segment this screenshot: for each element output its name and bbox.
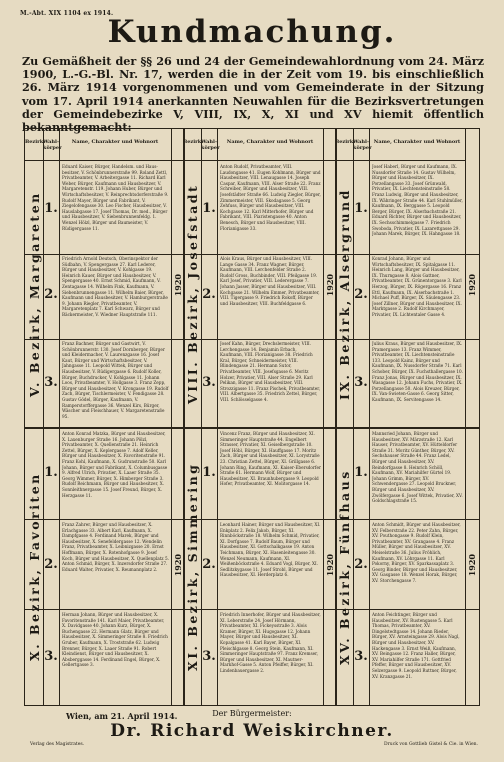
group-number: 2. [202, 557, 216, 572]
candidate-list: Anton Schmidt, Bürger und Hausbesitzer, XV. Felberstraße 22. Peter Zahn, Bürger, XV. Pouthongasse 9. Rudolf Klein, Privatbeamter, XV. Grangasse 4. Franz Müller, Bürger und Hausbesitzer, XV. Meiselstraße 36. Julius Fröhlich, Kaufmann, XV. Löhrgasse 11. Karl Pokorny, Bürger, XV. Sparkassaplatz 3. Georg Binder, Bürger und Hausbesitzer, XV. Gasgasse 18. Wenzel Horak, Bürger, XV. Storchengasse 7. [372, 522, 461, 583]
group-divider [25, 609, 479, 610]
header-year-col [171, 129, 183, 161]
column-divider [369, 129, 370, 705]
header-name: Name, Charakter und Wohnort [59, 129, 171, 161]
group-divider [25, 519, 479, 520]
group-number: 2. [44, 287, 58, 302]
header-wahlkoerper: Wahl-körper [43, 129, 59, 161]
term-year: 1920 [325, 274, 335, 297]
column-divider [217, 129, 218, 705]
district-ix-label: IX. Bezirk, Alsergrund [337, 188, 352, 400]
term-year: 1920 [173, 274, 183, 297]
column-divider [59, 129, 60, 705]
district-xv-label: XV. Bezirk, Fünfhaus [337, 469, 352, 665]
group-number: 1. [44, 201, 58, 216]
term-year: 1920 [467, 554, 477, 577]
candidate-list: Alois Kraus, Bürger und Hausbesitzer, VIII. Lange Gasse 34. Franz Wagner, Bürger, Kaufmann, VIII. Lerchenfelder Straße 2. Rudolf Gross, Buchbinder, VIII. Pfeilgasse 19. Karl Josef, Privatier, VIII. Lederergasse 7. Johann Jasser, Bürger und Hausbesitzer, VIII. Kochgasse 21. Wilhelm Emmer, Privatbeamter, VIII. Tigergasse 9. Friedrich Rokoff, Bürger und Hausbesitzer, VIII. Buchfeldgasse 6. [220, 256, 320, 306]
group-number: 1. [354, 465, 368, 480]
group-number: 2. [44, 557, 58, 572]
candidate-list: Vincenz Franz, Bürger und Hausbesitzer, XI. Simmeringer Hauptstraße 44. Engelbert Strasser, Privatier, XI. Geiselbergstraße 10. Josef Höbl, Bürger, XI. Hauffgasse 17. Moritz Zach, Bürger und Hausbesitzer, XI. Lorystraße 23. Christian Zettel, Bürger, XI. Grillgasse 6. Johann Ring, Kaufmann, XI. Kaiser-Ebersdorfer Straße 61. Hermann Wolf, Bürger und Hausbesitzer, XI. Braunhubergasse 9. Leopold Hofer, Privatbeamter, XI. Molitorgasse 14. [220, 431, 321, 487]
candidate-list: Julius Kraus, Bürger und Hausbesitzer, IX. Pramergasse 13. Franz Wimmer, Privatbeamter, IX. Liechtensteinstraße 133. Leopold Kainz, Bürger und Kaufmann, IX. Nussdorfer Straße 71. Karl Schober, Bürger, IX. Fuchsthallergasse 10. Franz Jonas, Bürger und Hausbesitzer, IX. Wasagasse 12. Johann Fuchs, Privatier, IX. Porzellangasse 50. Alois Kreuzer, Bürger, IX. Van-Swieten-Gasse 6. Georg Sitter, Kaufmann, IX. Servitengasse 14. [372, 341, 463, 402]
candidate-list: Anton Feichtinger, Bürger und Hausbesitzer, XV. Rustengasse 5. Karl Thomas, Privatbeamter, XV. Dingelstedtgasse 14. Johann Rieder, Bürger, XV. Arnsteingasse 29. Alois Nagl, Bürger und Hausbesitzer, XV. Hackengasse 3. Ernst Weiß, Kaufmann, XV. Beingasse 12. Franz Haller, Bürger, XV. Mariahilfer Straße 171. Gottfried Pfeffer, Bürger und Hausbesitzer, XV. Selzergasse 9. Leopold Ruttner, Bürger, XV. Kranzgasse 21. [372, 612, 460, 679]
header-wahlkoerper: Wahl-körper [353, 129, 369, 161]
group-number: 3. [202, 375, 216, 390]
header-bezirk: Bezirk [335, 129, 353, 161]
issue-date: Wien, am 21. April 1914. [66, 711, 178, 721]
group-number: 3. [44, 649, 58, 664]
candidate-list: Josef Kahn, Bürger, Drechslermeister, VIII. Lerchengasse 14. Benjamin Erbach, Kaufmann, VIII. Florianigasse 38. Friedrich Kral, Bürger, Schneidermeister, VIII. Blindengasse 21. Hermann Sutor, Privatbeamter, VIII. Josefsgasse 6. Moritz Holzer, Privatier, VIII. Alser Straße 29. Karl Pelikan, Bürger und Hausbesitzer, VIII. Strozzigasse 11. Franz Pischek, Privatbeamter, VIII. Albertgasse 35. Friedrich Zettel, Bürger, VIII. Schlösselgasse 4. [220, 341, 321, 402]
results-table [24, 128, 480, 706]
candidate-list: Friedrich Innerhofer, Bürger und Hausbesitzer, XI. Leberstraße 24. Josef Hörmann, Privatbeamter, XI. Fickeysstraße 3. Alois Kramer, Bürger, XI. Hugogasse 12. Johann Mayer, Bürger und Hausbesitzer, XI. Kopalgasse 41. Karl Bayer, Bürger, XI. Pleischlgasse 8. Georg Stein, Kaufmann, XI. Simmeringer Hauptstraße 97. Franz Kremser, Bürger und Hausbesitzer, XI. Mautner-Markhof-Gasse 5. Anton Pfeiffer, Bürger, XI. Lindenbauergasse 2. [220, 612, 321, 673]
term-year: 1920 [173, 554, 183, 577]
group-number: 3. [44, 375, 58, 390]
candidate-list: Anton Rudolf, Privatbeamter, VIII. Laudongasse 41. Eugen Kohlmann, Bürger und Hausbesitzer, VIII. Lenaugasse 14. Joseph Caspar, Kaufmann, VIII. Alser Straße 22. Franz Schreiber, Bürger und Hausbesitzer, VIII. Josefstädter Straße 66. Ludwig Ziegler, Bürger, Zimmermeister, VIII. Skodagasse 5. Georg Zehfuss, Bürger und Hausbesitzer, VIII. Kochgasse 12. Karl Mitterhofer, Bürger und Fabrikant, VIII. Piaristengasse 40. Anton Benesch, Bürger und Hausbesitzer, VIII. Florianigasse 33. [220, 164, 321, 231]
candidate-list: Friedrich Arnold Deutsch, Oberinspektor der Südbahn, V. Spengergasse 27. Karl Lederer, Bürger und Hausbesitzer, V. Kohlgasse 19. Heinrich Kauer, Bürger und Hausbesitzer, V. Spengergasse 40. Ernst Schmid, Kaufmann, V. Zentagasse 14. Wilhelm Fink, Kaufmann, V. Siebenbrunnengasse 11. Wilhelm Baier, Bürger, Kaufmann und Hausbesitzer, V. Hamburgerstraße 9. Johann Riegler, Privatbeamter, V. Margaretenplatz 7. Karl Schwarz, Bürger und Bäckermeister, V. Wiedner Hauptstraße 111. [62, 256, 168, 317]
publisher-note: Verlag des Magistrates. [30, 742, 85, 747]
candidate-list: Anton Konrad Matzka, Bürger und Hausbesitzer, X. Laxenburger Straße 16. Johann Pölzl, Privatbeamter, X. Quellenstraße 21. Heinrich Zettel, Bürger, X. Keplergasse 7. Adolf Keller, Bürger und Hausbesitzer, X. Favoritenstraße 91. Franz Kohl, Kaufmann, X. Gudrunstraße 50. Karl Johann, Bürger und Fabrikant, X. Columbusgasse 9. Alfred Ulrich, Privatier, X. Laaer Straße 35. Georg Wimmer, Bürger, X. Himberger Straße 3. Rudolf Reichmann, Bürger und Hausbesitzer, X. Sonnleithnergasse 15. Josef Freund, Bürger, X. Herzgasse 11. [62, 431, 168, 498]
group-number: 3. [202, 649, 216, 664]
district-xi-label: XI. Bezirk, Simmering [185, 462, 200, 672]
candidate-list: Herman Johann, Bürger und Hausbesitzer, X. Favoritenstraße 141. Karl Maier, Privatbeamter, X. Davidgasse 40. Johann Kurz, Bürger, X. Buchengasse 22. Hermann Glatz, Bürger und Hausbesitzer, X. Simmeringer Straße 8. Friedrich Gruber, Kaufmann, X. Troststraße 62. Ludwig Brenner, Bürger, X. Laaer Straße 91. Robert Kleindienst, Bürger und Hausbesitzer, X. Absberggasse 14. Ferdinand Engel, Bürger, X. Gellertgasse 3. [62, 612, 168, 668]
group-number: 2. [354, 557, 368, 572]
term-year: 1920 [467, 274, 477, 297]
candidate-list: Mannsried Johann, Bürger und Hausbesitzer, XV. Märzstraße 12. Karl Hauser, Privatbeamter, XV. Hütteldorfer Straße 31. Moritz Günther, Bürger, XV. Sechshauser Straße 44. Franz Ledel, Bürger und Hausbesitzer, XV. Reindorfgasse 8. Heinrich Schöll, Kaufmann, XV. Mariahilfer Gürtel 19. Johann Grimm, Bürger, XV. Schwendergasse 27. Leopold Bruckner, Bürger und Hausbesitzer, XV. Zwölfergasse 6. Josef Wittek, Privatier, XV. Goldschlagstraße 15. [372, 431, 463, 504]
header-bezirk: Bezirk [25, 129, 43, 161]
mayor-signature: Dr. Richard Weiskirchner. [110, 721, 394, 741]
candidate-list: Josef Haberl, Bürger und Kaufmann, IX. Nussdorfer Straße 14. Gustav Wilhelm, Bürger und Hausbesitzer, IX. Porzellangasse 33. Josef Grünwald, Privatier, IX. Liechtensteinstraße 58. Franz Ludwig, Bürger und Hausbesitzer, IX. Währinger Straße 44. Karl Stuhlmüller, Kaufmann, IX. Berggasse 5. Leopold Berger, Bürger, IX. Alserbachstraße 21. Eduard Richter, Bürger und Hausbesitzer, IX. Sechsschimmelgasse 7. Friedrich Swoboda, Privatier, IX. Lazarettgasse 29. Johann Marek, Bürger, IX. Hahngasse 18. [372, 164, 463, 237]
group-divider [25, 254, 479, 255]
candidate-list: Franz Bachner, Bürger und Gastwirt, V. Schönbrunnerstr. 130. Josef Dornberger, Bürger und Kleidermacher, V. Laurenzgasse 16. Josef Kaut, Bürger und Wirtschaftsbesitzer, V. Jahngasse 11. Leopold Wittek, Bürger und Hausbesitzer, V. Rüdigergasse 6. Rudolf Koller, Bürger, Buchdrucker, V. Kohlgasse 11. Johann Loos, Privatbeamter, V. Hollgasse 3. Franz Zepp, Bürger und Hausbesitzer, V. Krongasse 19. Rudolf Zach, Bürger, Tischlermeister, V. Fendigasse 28. Gustav Gödel, Bürger, Kaufmann, V. Ramperstorffergasse 36. Wenzel Kirs, Bürger, Wäscher und Fleischhauer, V. Margaretenstraße 95. [62, 341, 169, 419]
district-divider [25, 427, 479, 429]
group-number: 3. [354, 375, 368, 390]
group-divider [25, 339, 479, 340]
header-wahlkoerper: Wahl-körper [201, 129, 217, 161]
district-v-label: V. Bezirk, Margareten [27, 191, 42, 397]
header-year-col [323, 129, 335, 161]
column-divider [323, 129, 324, 705]
group-number: 1. [354, 201, 368, 216]
group-number: 2. [202, 287, 216, 302]
group-number: 1. [202, 465, 216, 480]
group-number: 2. [354, 287, 368, 302]
candidate-list: Eduard Kaiser, Bürger, Handelsm. und Haus-besitzer, V. Schönbrunnerstraße 99. Roland Zettl, Privatbeamter, V. Arbeitergasse 11. Richard Karl Weber, Bürger, Kaufmann und Hausbesitzer, V. Margaretenstr. 119. Johann Huber, Bürger und Wirtschaftsbesitzer, V. Reinprechtsdorferstraße 9. Rudolf Mayer, Bürger und Fabrikant, V. Ziegelofengasse 30. Leo Fischer, Hausbesitzer, V. Hauslabgasse 17. Josef Thomas, Dr. med., Bürger und Hausbesitzer, V. Siebenbrunnenfeldg. 1. Wenzel Hölzl, Bürger und Baumeister, V. Rüdigergasse 11. [62, 164, 169, 231]
printer-note: Druck von Gottlieb Gistel & Cie. in Wien. [384, 742, 478, 747]
candidate-list: Franz Zahrer, Bürger und Hausbesitzer, X. Erlachgasse 33. Albert Karl, Kaufmann, X. Dampfgasse 4. Ferdinand Marek, Bürger und Hausbesitzer, X. Senefeldergasse 12. Wendelin Franz, Privatbeamter, X. Leibnizgasse 20. Ernst Hoffmann, Bürger, X. Rotenhofgasse 9. Josef Koch, Bürger und Hausbesitzer, X. Quellenplatz 5. Anton Schmid, Bürger, X. Inzersdorfer Straße 27. Eduard Walter, Privatier, X. Reumannplatz 2. [62, 522, 169, 572]
reference-number: M.-Abt. XIX 1104 ex 1914. [20, 10, 114, 17]
group-number: 1. [202, 201, 216, 216]
term-year: 1920 [325, 554, 335, 577]
group-number: 3. [354, 649, 368, 664]
intro-paragraph: Zu Gemäßheit der §§ 26 und 24 der Gemeindewahlordnung vom 24. März 1900, L.-G.-Bl. Nr. 17, werden die in der Zeit vom 19. bis einschließlich 26. März 1914 vorgenommenen und vom Gemeinderate in der Sitzung vom 17. April 1914 anerkannten Neuwahlen für die Bezirksvertretungen der Gemeindebezirke V, VIII, IX, X, XI und XV hiemit öffentlich bekanntgemacht: [22, 54, 484, 135]
header-bezirk: Bezirk [183, 129, 201, 161]
group-number: 1. [44, 465, 58, 480]
district-x-label: X. Bezirk, Favoriten [27, 472, 42, 662]
column-divider [465, 129, 466, 705]
header-name: Name, Charakter und Wohnort [369, 129, 465, 161]
candidate-list: Leonhard Hainer, Bürger und Hausbesitzer, XI. Enkplatz 2. Felix Jakob, Bürger, XI. Rinnböckstraße 18. Wilhelm Schmid, Privatier, XI. Dorfgasse 7. Rudolf Baum, Bürger und Hausbesitzer, XI. Gottschalkgasse 19. Anton Teichmann, Bürger, XI. Hasenleitengasse 30. Wenzel Neumann, Kaufmann, XI. Weißenböckstraße 4. Eduard Vogl, Bürger, XI. Sedlitzkygasse 11. Josef Strobl, Bürger und Hausbesitzer, XI. Herderplatz 6. [220, 522, 321, 578]
district-viii-label: VIII. Bezirk, Josefstadt [185, 183, 200, 405]
column-divider [171, 129, 172, 705]
mayor-role: Der Bürgermeister: [212, 709, 292, 718]
candidate-list: Konrad Johann, Bürger und Wirtschaftsbesitzer, IX. Spitalgasse 11. Heinrich Lang, Bürger und Hausbesitzer, IX. Thurngasse 8. Alois Gattner, Privatbeamter, IX. Grünentorgasse 3. Karl Herzog, Bürger, IX. Rögergasse 16. Franz Ettl, Kaufmann, IX. Alserbachstraße 1. Michael Puff, Bürger, IX. Säulengasse 23. Josef Zillner, Bürger und Hausbesitzer, IX. Marktgasse 2. Rudolf Kirchmayer, Privatier, IX. Lichtentaler Gasse 4. [372, 256, 462, 317]
header-name: Name, Charakter und Wohnort [217, 129, 323, 161]
page-title: Kundmachung. [107, 14, 397, 50]
